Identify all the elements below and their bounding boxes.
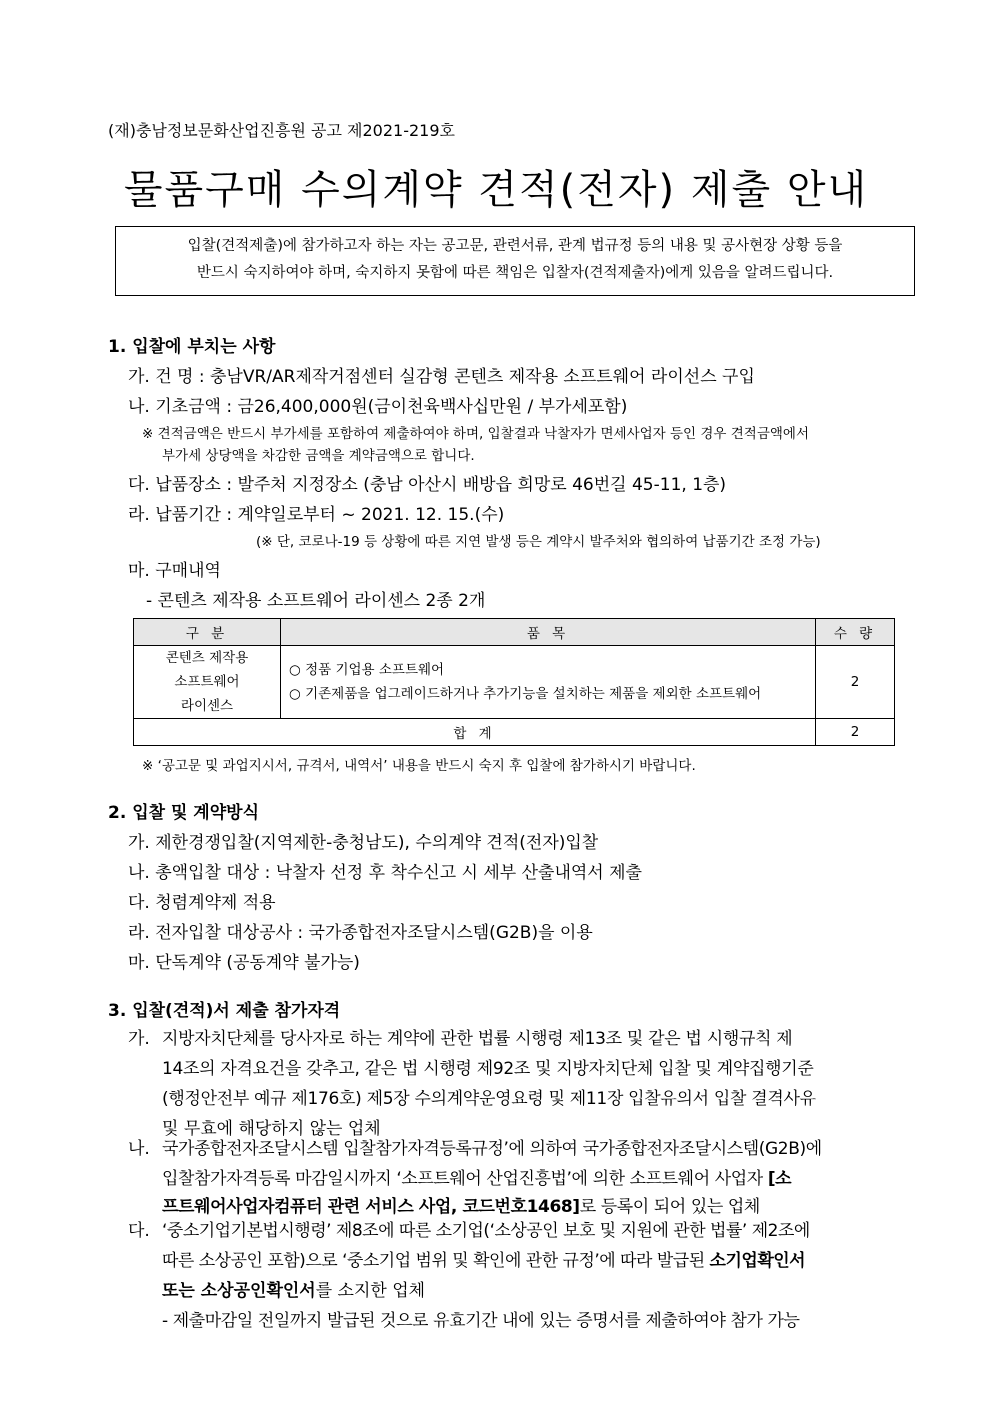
category-line: 라이센스 xyxy=(180,698,234,714)
s3-da-line-2b: 소기업확인서 xyxy=(709,1251,806,1271)
table-total-row xyxy=(134,719,895,746)
s1-item-da: 다. 납품장소 : 발주처 지정장소 (충남 아산시 배방읍 희망로 46번길 45-11, 1층) xyxy=(128,475,727,495)
s1-item-na: 나. 기초금액 : 금26,400,000원(금이천육백사십만원 / 부가세포함) xyxy=(128,397,628,417)
page-title: 물품구매 수의계약 견적(전자) 제출 안내 xyxy=(123,167,869,213)
s3-da-line-3c: 를 소지한 업체 xyxy=(315,1281,426,1301)
s1-item-ma: 마. 구매내역 xyxy=(128,561,221,581)
table-header-qty: 수 량 xyxy=(816,619,895,646)
s3-ga-line-4: 및 무효에 해당하지 않는 업체 xyxy=(162,1119,381,1139)
s3-ga-line-3: (행정안전부 예규 제176호) 제5장 수의계약운영요령 및 제11장 입찰유의서 입찰 결격사유 xyxy=(162,1089,816,1109)
s3-da-line-3 xyxy=(162,1276,425,1301)
s2-item-da: 다. 청렴계약제 적용 xyxy=(128,893,276,913)
s3-da-label: 다. xyxy=(128,1221,150,1241)
table-total-qty: 2 xyxy=(816,719,895,746)
s3-da-line-2a: 따른 소상공인 포함)으로 ‘중소기업 범위 및 확인에 관한 규정’에 따라 발급된 xyxy=(162,1251,710,1271)
table-cell-items xyxy=(281,646,816,719)
table-cell-qty: 2 xyxy=(816,646,895,719)
s2-item-ga: 가. 제한경쟁입찰(지역제한-충청남도), 수의계약 견적(전자)입찰 xyxy=(128,833,599,853)
section-1-heading: 1. 입찰에 부치는 사항 xyxy=(108,337,276,357)
s1-note-1b: 부가세 상당액을 차감한 금액을 계약금액으로 합니다. xyxy=(162,448,475,464)
s3-da-line-1: ‘중소기업기본법시행령’ 제8조에 따른 소기업(‘소상공인 보호 및 지원에 관한 법률’ 제2조에 xyxy=(162,1221,810,1241)
table-header-item: 품 목 xyxy=(281,619,816,646)
s3-na-line-3c: 로 등록이 되어 있는 업체 xyxy=(579,1197,760,1217)
s3-na-line-2 xyxy=(162,1164,791,1189)
s1-ra-note: (※ 단, 코로나-19 등 상황에 따른 지연 발생 등은 계약시 발주처와 협의하여 납품기간 조정 가능) xyxy=(256,534,821,550)
s1-note-1a: ※ 견적금액은 반드시 부가세를 포함하여 제출하여야 하며, 입찰결과 낙찰자가 면세사업자 등인 경우 견적금액에서 xyxy=(142,426,809,442)
s3-na-line-3b: 프트웨어사업자컴퓨터 관련 서비스 사업, 코드번호1468] xyxy=(162,1197,580,1217)
table-cell-category xyxy=(134,646,281,719)
intro-line-2: 반드시 숙지하여야 하며, 숙지하지 못함에 따른 책임은 입찰자(견적제출자)에게 있음을 알려드립니다. xyxy=(196,265,834,281)
category-line: 소프트웨어 xyxy=(174,674,240,690)
s3-ga-line-1: 지방자치단체를 당사자로 하는 계약에 관한 법률 시행령 제13조 및 같은 법 시행규칙 제 xyxy=(162,1029,793,1049)
s1-item-ga: 가. 건 명 : 충남VR/AR제작거점센터 실감형 콘텐츠 제작용 소프트웨어 라이선스 구입 xyxy=(128,367,755,387)
s3-da-line-2 xyxy=(162,1246,805,1271)
s3-na-line-2b: [소 xyxy=(767,1169,792,1189)
item-line: ○ 기존제품을 업그레이드하거나 추가기능을 설치하는 제품을 제외한 소프트웨어 xyxy=(289,686,762,702)
s3-ga-label: 가. xyxy=(128,1029,150,1049)
s3-da-line-3b: 또는 소상공인확인서 xyxy=(162,1281,316,1301)
s2-item-ma: 마. 단독계약 (공동계약 불가능) xyxy=(128,953,360,973)
intro-notice-box xyxy=(115,226,915,296)
table-note: ※ ‘공고문 및 과업지시서, 규격서, 내역서’ 내용을 반드시 숙지 후 입찰에 참가하시기 바랍니다. xyxy=(142,758,696,774)
s3-na-line-1: 국가종합전자조달시스템 입찰참가자격등록규정’에 의하여 국가종합전자조달시스템(G2B)에 xyxy=(162,1139,822,1159)
s3-na-line-3 xyxy=(162,1192,760,1217)
intro-line-1: 입찰(견적제출)에 참가하고자 하는 자는 공고문, 관련서류, 관계 법규정 등의 내용 및 공사현장 상황 등을 xyxy=(187,238,843,254)
s3-ga-line-2: 14조의 자격요건을 갖추고, 같은 법 시행령 제92조 및 지방자치단체 입찰 및 계약집행기준 xyxy=(162,1059,814,1079)
s1-item-ra: 라. 납품기간 : 계약일로부터 ~ 2021. 12. 15.(수) xyxy=(128,505,505,525)
notice-number: (재)충남정보문화산업진흥원 공고 제2021-219호 xyxy=(108,121,455,140)
s1-ma-sub: - 콘텐츠 제작용 소프트웨어 라이센스 2종 2개 xyxy=(146,591,486,611)
s2-item-ra: 라. 전자입찰 대상공사 : 국가종합전자조달시스템(G2B)을 이용 xyxy=(128,923,593,943)
section-2-heading: 2. 입찰 및 계약방식 xyxy=(108,803,259,823)
table-header-row xyxy=(134,619,895,646)
s3-na-label: 나. xyxy=(128,1139,150,1159)
s3-na-line-2a: 입찰참가자격등록 마감일시까지 ‘소프트웨어 산업진흥법’에 의한 소프트웨어 사업자 xyxy=(162,1169,768,1189)
s3-da-sub: - 제출마감일 전일까지 발급된 것으로 유효기간 내에 있는 증명서를 제출하여야 참가 가능 xyxy=(162,1311,800,1331)
table-header-category: 구 분 xyxy=(134,619,281,646)
category-line: 콘텐츠 제작용 xyxy=(165,650,249,666)
section-3-heading: 3. 입찰(견적)서 제출 참가자격 xyxy=(108,1001,341,1021)
table-total-label: 합 계 xyxy=(134,719,816,746)
s2-item-na: 나. 총액입찰 대상 : 낙찰자 선정 후 착수신고 시 세부 산출내역서 제출 xyxy=(128,863,642,883)
purchase-table xyxy=(133,618,895,746)
item-line: ○ 정품 기업용 소프트웨어 xyxy=(289,662,445,678)
table-row xyxy=(134,646,895,719)
